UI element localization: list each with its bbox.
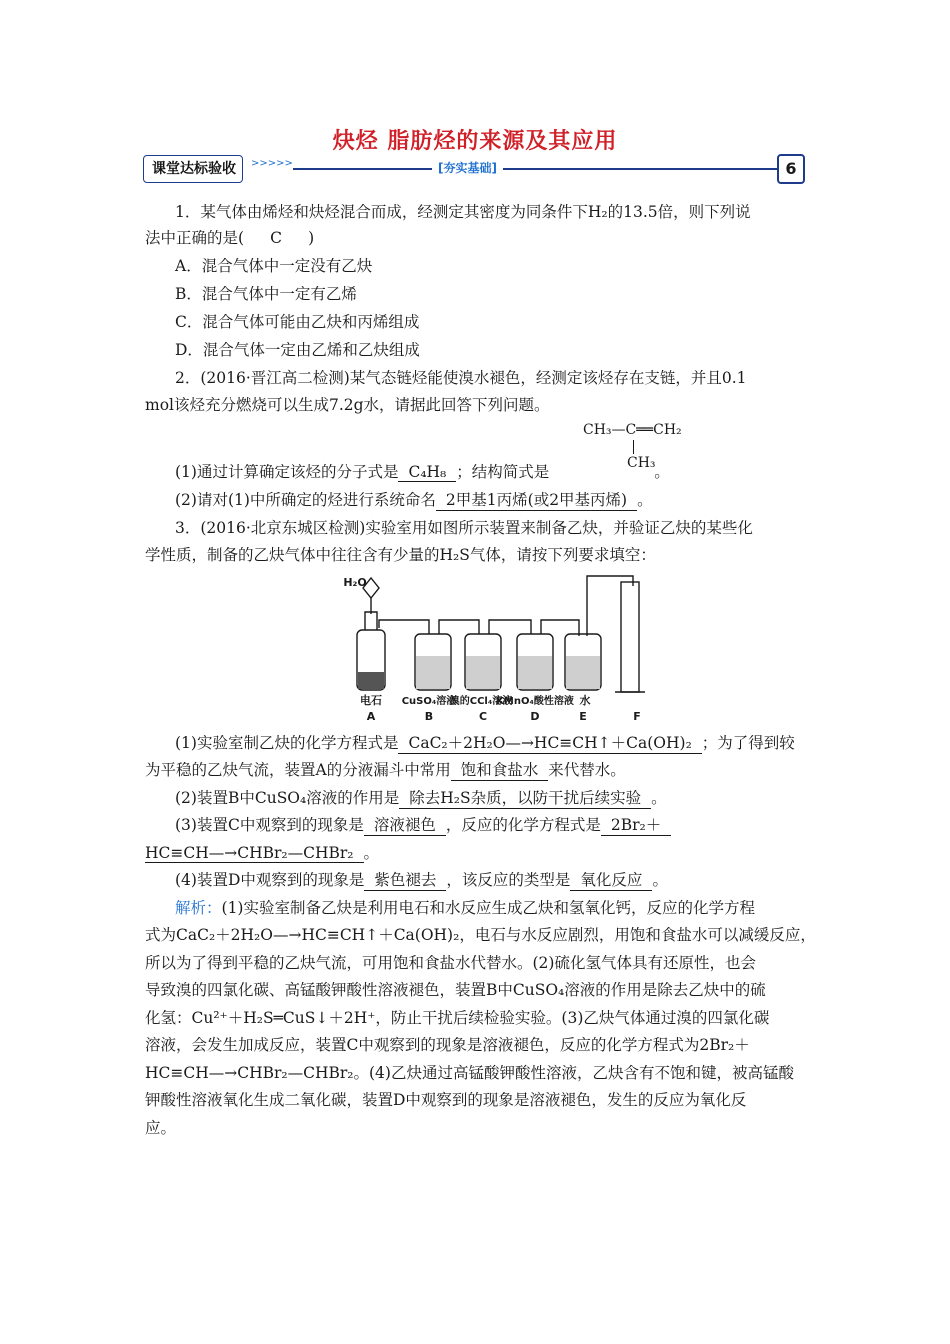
q2-stem: 2．(2016·晋江高二检测)某气态链烃能使溴水褪色，经测定该烃存在支链，并且0.1	[175, 369, 747, 387]
label-c-content: 溴的CCl₄溶液	[449, 696, 513, 707]
q1-answer: C	[270, 229, 282, 247]
label-d-content: KMnO₄酸性溶液	[496, 696, 574, 707]
letter-a: A	[366, 710, 376, 723]
liquid-e	[566, 656, 600, 689]
tube-e-f	[587, 576, 633, 636]
banner-tag: [夯实基础]	[432, 159, 503, 176]
q3-answer-br2: 2Br₂＋	[601, 813, 671, 836]
q2-stem-2: mol该烃充分燃烧可以生成7.2g水，请据此回答下列问题。	[145, 396, 550, 414]
structure-bond	[633, 440, 634, 454]
letter-f: F	[633, 710, 641, 723]
letter-e: E	[579, 710, 587, 723]
q1-option-a: A．混合气体中一定没有乙炔	[175, 257, 373, 275]
q2-part2: (2)请对(1)中所确定的烃进行系统命名 2甲基1丙烯(或2甲基丙烯) 。	[175, 488, 653, 511]
q2-answer-formula: C₄H₈	[398, 463, 456, 482]
liquid-c	[466, 656, 500, 689]
structure-bottom: CH₃	[627, 455, 656, 471]
q3-part2: (2)装置B中CuSO₄溶液的作用是 除去H₂S杂质，以防干扰后续实验 。	[175, 786, 667, 809]
q1-option-c: C．混合气体可能由乙炔和丙烯组成	[175, 313, 420, 331]
q3-answer-purple: 紫色褪去	[364, 868, 446, 891]
tube-a-b	[379, 620, 429, 634]
section-banner	[143, 152, 813, 186]
analysis-line-5: 化氢：Cu²⁺＋H₂S═CuS↓＋2H⁺，防止干扰后续检验实验。(3)乙炔气体通过溴的四氯化碳	[145, 1009, 770, 1027]
page-title: 炔烃 脂肪烃的来源及其应用	[332, 129, 618, 154]
apparatus-diagram	[335, 572, 665, 724]
q3-part3-line2: HC≡CH—→CHBr₂—CHBr₂ 。	[145, 844, 380, 862]
label-a-content: 电石	[360, 694, 382, 707]
q3-answer-addition: HC≡CH—→CHBr₂—CHBr₂	[145, 844, 364, 863]
q1-stem: 1．某气体由烯烃和炔烃混合而成，经测定其密度为同条件下H₂的13.5倍，则下列说	[175, 203, 751, 221]
analysis-line-1: 解析：(1)实验室制备乙炔是利用电石和水反应生成乙炔和氢氧化钙，反应的化学方程	[175, 899, 755, 917]
analysis-label: 解析：	[175, 899, 222, 917]
analysis-line-7: HC≡CH—→CHBr₂—CHBr₂。(4)乙炔通过高锰酸钾酸性溶液，乙炔含有不饱和键，被高锰酸	[145, 1064, 794, 1082]
tube-c-d	[489, 620, 531, 634]
analysis-line-9: 应。	[145, 1119, 177, 1137]
liquid-b	[416, 656, 450, 689]
q3-part4: (4)装置D中观察到的现象是 紫色褪去 ，该反应的类型是 氧化反应 。	[175, 868, 668, 891]
q3-answer-decolor: 溶液褪色	[364, 813, 446, 836]
q3-answer-brine: 饱和食盐水	[451, 758, 549, 781]
q3-part1-line2: 为平稳的乙炔气流，装置A的分液漏斗中常用 饱和食盐水 来代替水。	[145, 758, 626, 781]
tube-b-c	[439, 620, 479, 634]
analysis-line-8: 钾酸性溶液氧化生成二氧化碳，装置D中观察到的现象是溶液褪色，发生的反应为氧化反	[145, 1091, 747, 1109]
q3-answer-cuso4: 除去H₂S杂质，以防干扰后续实验	[399, 786, 651, 809]
q1-option-b: B．混合气体中一定有乙烯	[175, 285, 357, 303]
banner-rule	[293, 168, 777, 170]
carbide	[358, 672, 384, 689]
q3-stem: 3．(2016·北京东城区检测)实验室用如图所示装置来制备乙炔，并验证乙炔的某些化	[175, 519, 753, 537]
analysis-line-4: 导致溴的四氯化碳、高锰酸钾酸性溶液褪色，装置B中CuSO₄溶液的作用是除去乙炔中的硫	[145, 981, 766, 999]
q1-option-d: D．混合气体一定由乙烯和乙炔组成	[175, 341, 420, 359]
q3-answer-oxidation: 氧化反应	[570, 868, 652, 891]
q3-part1: (1)实验室制乙炔的化学方程式是 CaC₂＋2H₂O—→HC≡CH↑＋Ca(OH)₂ ；为了得到较	[175, 731, 795, 754]
banner-number: 6	[777, 154, 805, 184]
label-e-content: 水	[579, 694, 591, 707]
q2-answer-name: 2甲基1丙烯(或2甲基丙烯)	[436, 488, 637, 511]
letter-b: B	[424, 710, 434, 723]
q3-part3: (3)装置C中观察到的现象是 溶液褪色 ，反应的化学方程式是 2Br₂＋	[175, 813, 671, 836]
cylinder-f	[621, 582, 639, 692]
structure-top: CH₃—C══CH₂	[583, 422, 682, 438]
q3-stem-2: 学性质，制备的乙炔气体中往往含有少量的H₂S气体，请按下列要求填空：	[145, 546, 656, 564]
q1-stem-2: 法中正确的是( C )	[145, 229, 315, 247]
analysis-line-2: 式为CaC₂＋2H₂O—→HC≡CH↑＋Ca(OH)₂，电石与水反应剧烈，用饱和食盐水可以减缓反应，	[145, 926, 816, 944]
letter-d: D	[530, 710, 540, 723]
banner-arrows: >>>>>	[251, 158, 293, 169]
letter-c: C	[478, 710, 488, 723]
funnel-neck	[365, 612, 377, 630]
section-label: 课堂达标验收	[143, 155, 243, 183]
label-h2o: H₂O	[343, 576, 367, 589]
q3-answer-equation: CaC₂＋2H₂O—→HC≡CH↑＋Ca(OH)₂	[398, 731, 701, 754]
label-b-content: CuSO₄溶液	[401, 696, 457, 707]
q2-part1: (1)通过计算确定该烃的分子式是 C₄H₈ ；结构简式是 。	[175, 463, 670, 481]
liquid-d	[518, 656, 552, 689]
analysis-line-3: 所以为了得到平稳的乙炔气流，可用饱和食盐水代替水。(2)硫化氢气体具有还原性，也会	[145, 954, 756, 972]
analysis-line-6: 溶液，会发生加成反应，装置C中观察到的现象是溶液褪色，反应的化学方程式为2Br₂＋	[145, 1036, 750, 1054]
